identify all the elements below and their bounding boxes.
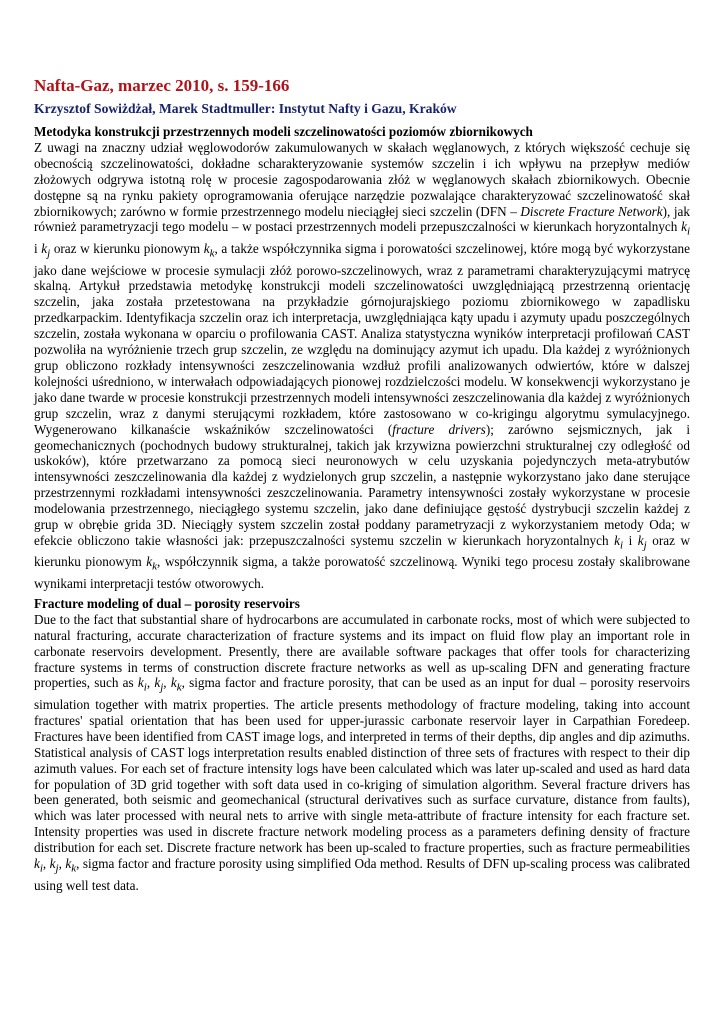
polish-abstract-text: Z uwagi na znaczny udział węglowodorów zakumulowanych w skałach węglanowych, z których większość cechuje się obecnością szczelinowatości, dokładne scharakteryzowanie systemów szczelin i ich wpływu na przepływ mediów złożowych odgrywa istotną rolę w procesie zagospodarowania złóż w węglanowych skałach zbiornikowych. Obecnie dostępne są na rynku pakiety oprogramowania oferujące narzędzie pozwalające charakteryzować szczelinowatość skał zbiornikowych; zarówno w formie przestrzennego modelu nieciągłej sieci szczelin (DFN – Discrete Fracture Network), jak również parametryzacji tego modelu – w postaci przestrzennych modeli przepuszczalności w kierunkach horyzontalnych $k_i$ i $k_j$ oraz w kierunku pionowym $k_k$, a także współczynnika sigma i porowatości szczelinowej, które mogą być wykorzystane jako dane wejściowe w procesie symulacji złóż porowo-szczelinowych, wraz z parametrami charakteryzującymi matrycę skalną. Artykuł przedstawia metodykę konstrukcji modeli szczelinowatości uwzględniającą przestrzenną orientację szczelin, jaka została przetestowana na przykładzie górnojurajskiego poziomu zbiornikowego w zapadlisku przedkarpackim. Identyfikacja szczelin oraz ich interpretacja, uwzględniająca kąty upadu i azymuty upadu poszczególnych szczelin, została wykonana w oparciu o profilowania CAST. Analiza statystyczna wyników interpretacji profilowań CAST pozwoliła na wyróżnienie trzech grup szczelin, ze względu na dominujący azymut ich upadu. Dla każdej z wyróżnionych grup obliczono rozkłady intensywności zeszczelinowania wzdłuż profili analizowanych odwiertów, które w dalszej kolejności uśredniono, w interwałach odpowiadających pionowej rozdzielczości modelu. W konsekwencji wykorzystano je jako dane twarde w procesie konstrukcji przestrzennych modeli intensywności zeszczelinowania dla każdej z wyróżnionych grup szczelin, wraz z danymi sterującymi rozkładem, które zastosowano w co-krigingu algorytmu symulacyjnego. Wygenerowano kilkanaście wskaźników szczelinowatości (fracture drivers); zarówno sejsmicznych, jak i geomechanicznych (pochodnych budowy strukturalnej, takich jak krzywizna powierzchni strukturalnej czy odległość od uskoków), które przetwarzano za pomocą sieci neuronowych w celu uzyskania pojedynczych meta-atrybutów intensywności zeszczelinowania dla każdej z wydzielonych grup szczelin, a następnie wykorzystano jako dane sterujące przestrzennymi rozkładami intensywności zeszczelinowania. Parametry intensywności zostały wykorzystane w procesie modelowania przestrzennego, nieciągłego systemu szczelin, jako dane definiujące gęstość dystrybucji szczelin każdej z grup w obrębie grida 3D. Nieciągły system szczelin został poddany parametryzacji z wykorzystaniem metody Oda; w efekcie obliczono takie własności jak: przepuszczalności systemu szczelin w kierunkach horyzontalnych $k_i$ i $k_j$ oraz w kierunku pionowym $k_k$, współczynnik sigma, a także porowatość szczelinową. Wyniki tego procesu zostały skalibrowane wynikami interpretacji testów otworowych. bbox=[34, 139, 691, 592]
symbol-ki: $k_i$ bbox=[137, 675, 147, 695]
symbol-kj: $k_j$ bbox=[49, 856, 59, 875]
symbol-kj: $k_j$ bbox=[637, 532, 647, 552]
symbol-kj: $k_j$ bbox=[154, 675, 164, 695]
symbol-kj: $k_j$ bbox=[41, 240, 51, 260]
symbol-kk: $k_k$ bbox=[203, 240, 215, 260]
english-abstract bbox=[34, 596, 690, 894]
polish-title: Metodyka konstrukcji przestrzennych modeli szczelinowatości poziomów zbiornikowych bbox=[34, 124, 533, 139]
symbol-ki: $k_i$ bbox=[614, 532, 624, 552]
english-title: Fracture modeling of dual – porosity reservoirs bbox=[34, 595, 300, 611]
symbol-kk: $k_k$ bbox=[65, 856, 77, 875]
symbol-ki: $k_i$ bbox=[681, 219, 690, 239]
symbol-ki: $k_i$ bbox=[34, 856, 43, 875]
journal-citation: Nafta-Gaz, marzec 2010, s. 159-166 bbox=[34, 76, 290, 95]
symbol-kk: $k_k$ bbox=[146, 554, 158, 574]
document-page bbox=[34, 76, 690, 894]
english-abstract-text: Due to the fact that substantial share of hydrocarbons are accumulated in carbonate rocks, most of which were subjected to natural fracturing, accurate characterization of fracture systems and its impact on fluid flow play an important role in carbonate reservoirs development. Presently, there are available software packages that offer tools for characterizing fracture systems in terms of construction discrete fracture networks as well as up-scaling DFN and generating fracture properties, such as $k_i$, $k_j$, $k_k$, sigma factor and fracture porosity, that can be used as an input for dual – porosity reservoirs simulation together with matrix properties. The article presents methodology of fracture modeling, taking into account fractures' spatial orientation that has been used for upper-jurassic carbonate reservoir layer in Carpathian Foredeep. Fractures have been identified from CAST image logs, and interpreted in terms of their depths, dip angles and dip azimuths. Statistical analysis of CAST logs interpretation results enabled distinction of three sets of fractures with respect to their dip azimuth values. For each set of fracture intensity logs have been calculated which was later up-scaled and used as hard data for population of 3D grid together with soft data used in co-kriging of simulation algorithm. Several fracture drivers has been generated, both seismic and geomechanical (structural derivatives such as surface curvature, distance from faults), which was later processed with neural nets to arrive with single meta-attribute of fracture intensity for each fracture set. Intensity properties was used in discrete fracture network modeling process as a parameters defining density of fracture distribution for each set. Discrete fracture network has been up-scaled to fracture properties, such as fracture permeabilities $k_i$, $k_j$, $k_k$, sigma factor and fracture porosity using simplified Oda method. Results of DFN up-scaling process was calibrated using well test data. bbox=[34, 611, 691, 893]
symbol-kk: $k_k$ bbox=[170, 675, 182, 695]
authors-affiliation: Krzysztof Sowiżdżał, Marek Stadtmuller: Instytut Nafty i Gazu, Kraków bbox=[34, 101, 457, 116]
polish-abstract bbox=[34, 124, 690, 592]
